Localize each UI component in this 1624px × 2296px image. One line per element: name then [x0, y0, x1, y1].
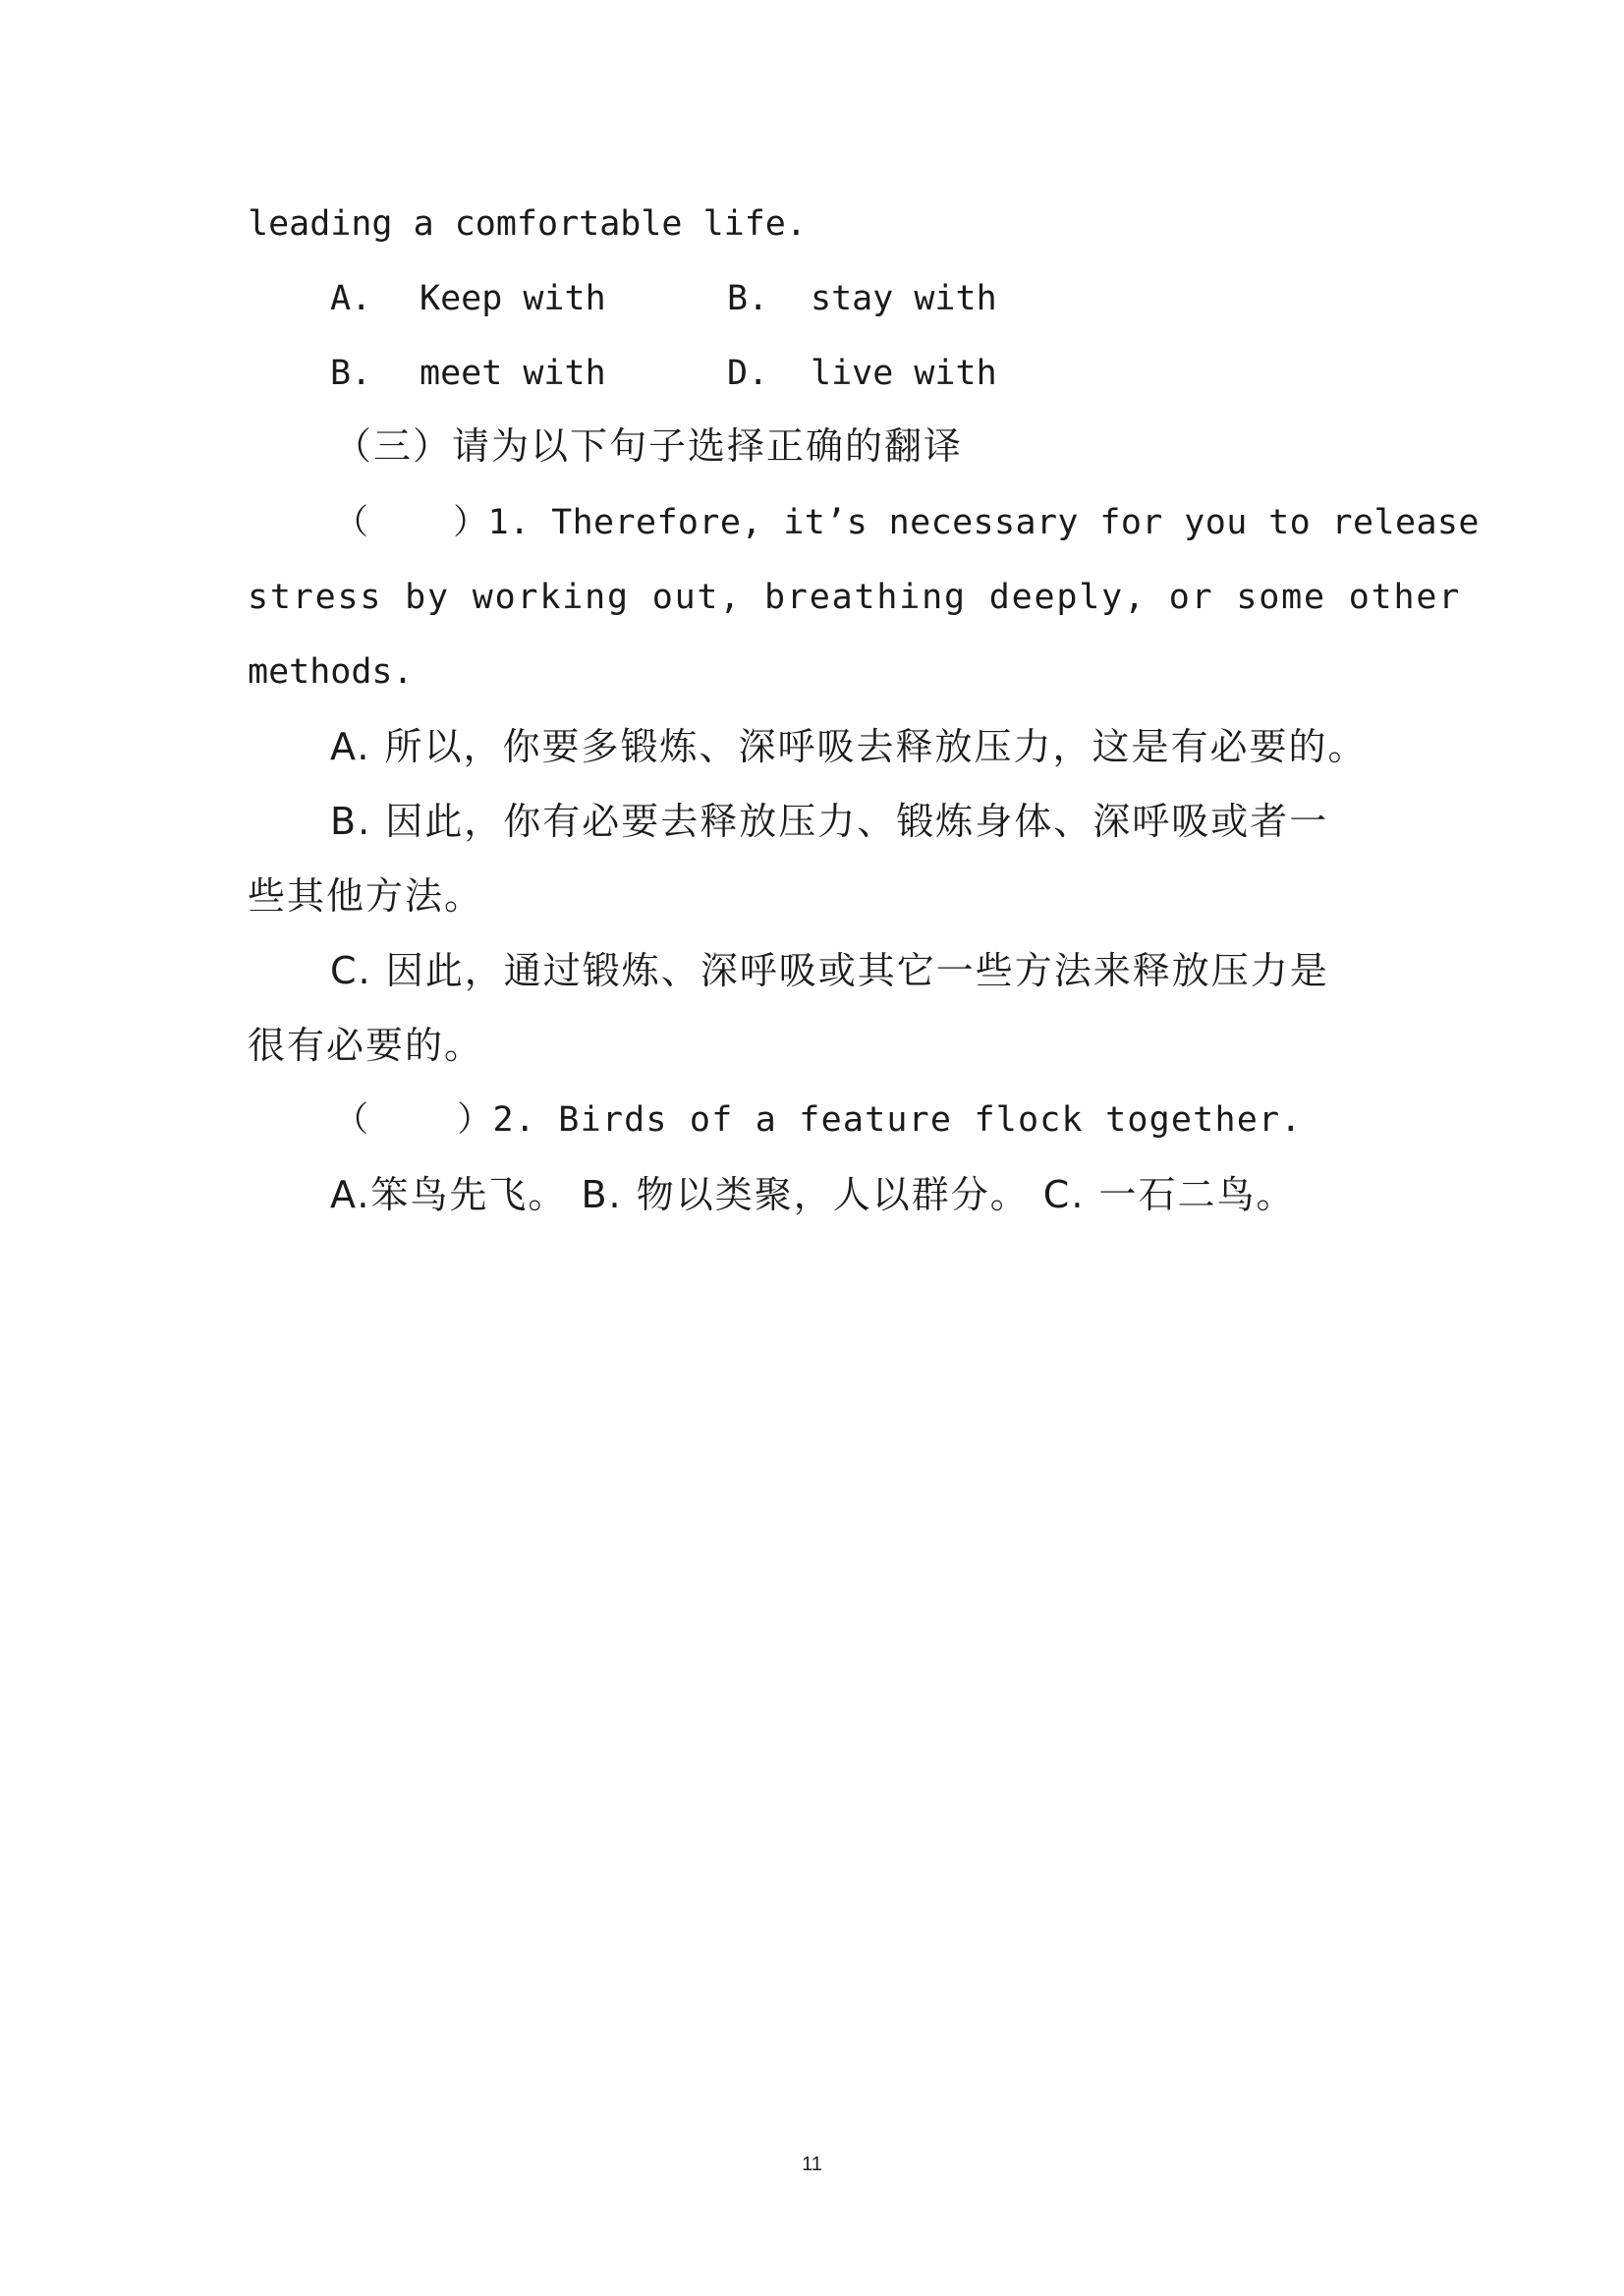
q2-stem: （ ）2. Birds of a feature flock together. — [334, 1100, 1303, 1140]
q1-option-b-line-1: B. 因此，你有必要去释放压力、锻炼身体、深呼吸或者一 — [330, 800, 1329, 843]
q1-stem-line-1: （ ）1. Therefore, it’s necessary for you to release — [334, 503, 1480, 542]
option-c-text: meet with — [420, 354, 606, 393]
q1-stem-line-2: stress by working out, breathing deeply, or some other — [248, 578, 1462, 617]
option-d-text: live with — [811, 354, 997, 393]
option-a-letter: A. — [330, 279, 372, 318]
q1-option-c-line-2: 很有必要的。 — [248, 1024, 484, 1067]
option-b-text: stay with — [811, 279, 997, 318]
q1-option-c-line-1: C. 因此，通过锻炼、深呼吸或其它一些方法来释放压力是 — [330, 949, 1329, 992]
q1-option-a: A. 所以，你要多锻炼、深呼吸去释放压力，这是有必要的。 — [330, 725, 1368, 768]
q1-stem-line-3: methods. — [248, 652, 414, 692]
q2-options: A.笨鸟先飞。 B. 物以类聚，人以群分。 C. 一石二鸟。 — [330, 1173, 1296, 1216]
option-c-letter: B. — [330, 354, 372, 393]
option-a-text: Keep with — [420, 279, 606, 318]
page-number: 11 — [802, 2154, 822, 2175]
option-b-letter: B. — [727, 279, 769, 318]
option-d-letter: D. — [727, 354, 769, 393]
section-heading: （三）请为以下句子选择正确的翻译 — [334, 424, 964, 468]
q1-option-b-line-2: 些其他方法。 — [248, 874, 484, 918]
continuation-line: leading a comfortable life. — [248, 204, 807, 244]
